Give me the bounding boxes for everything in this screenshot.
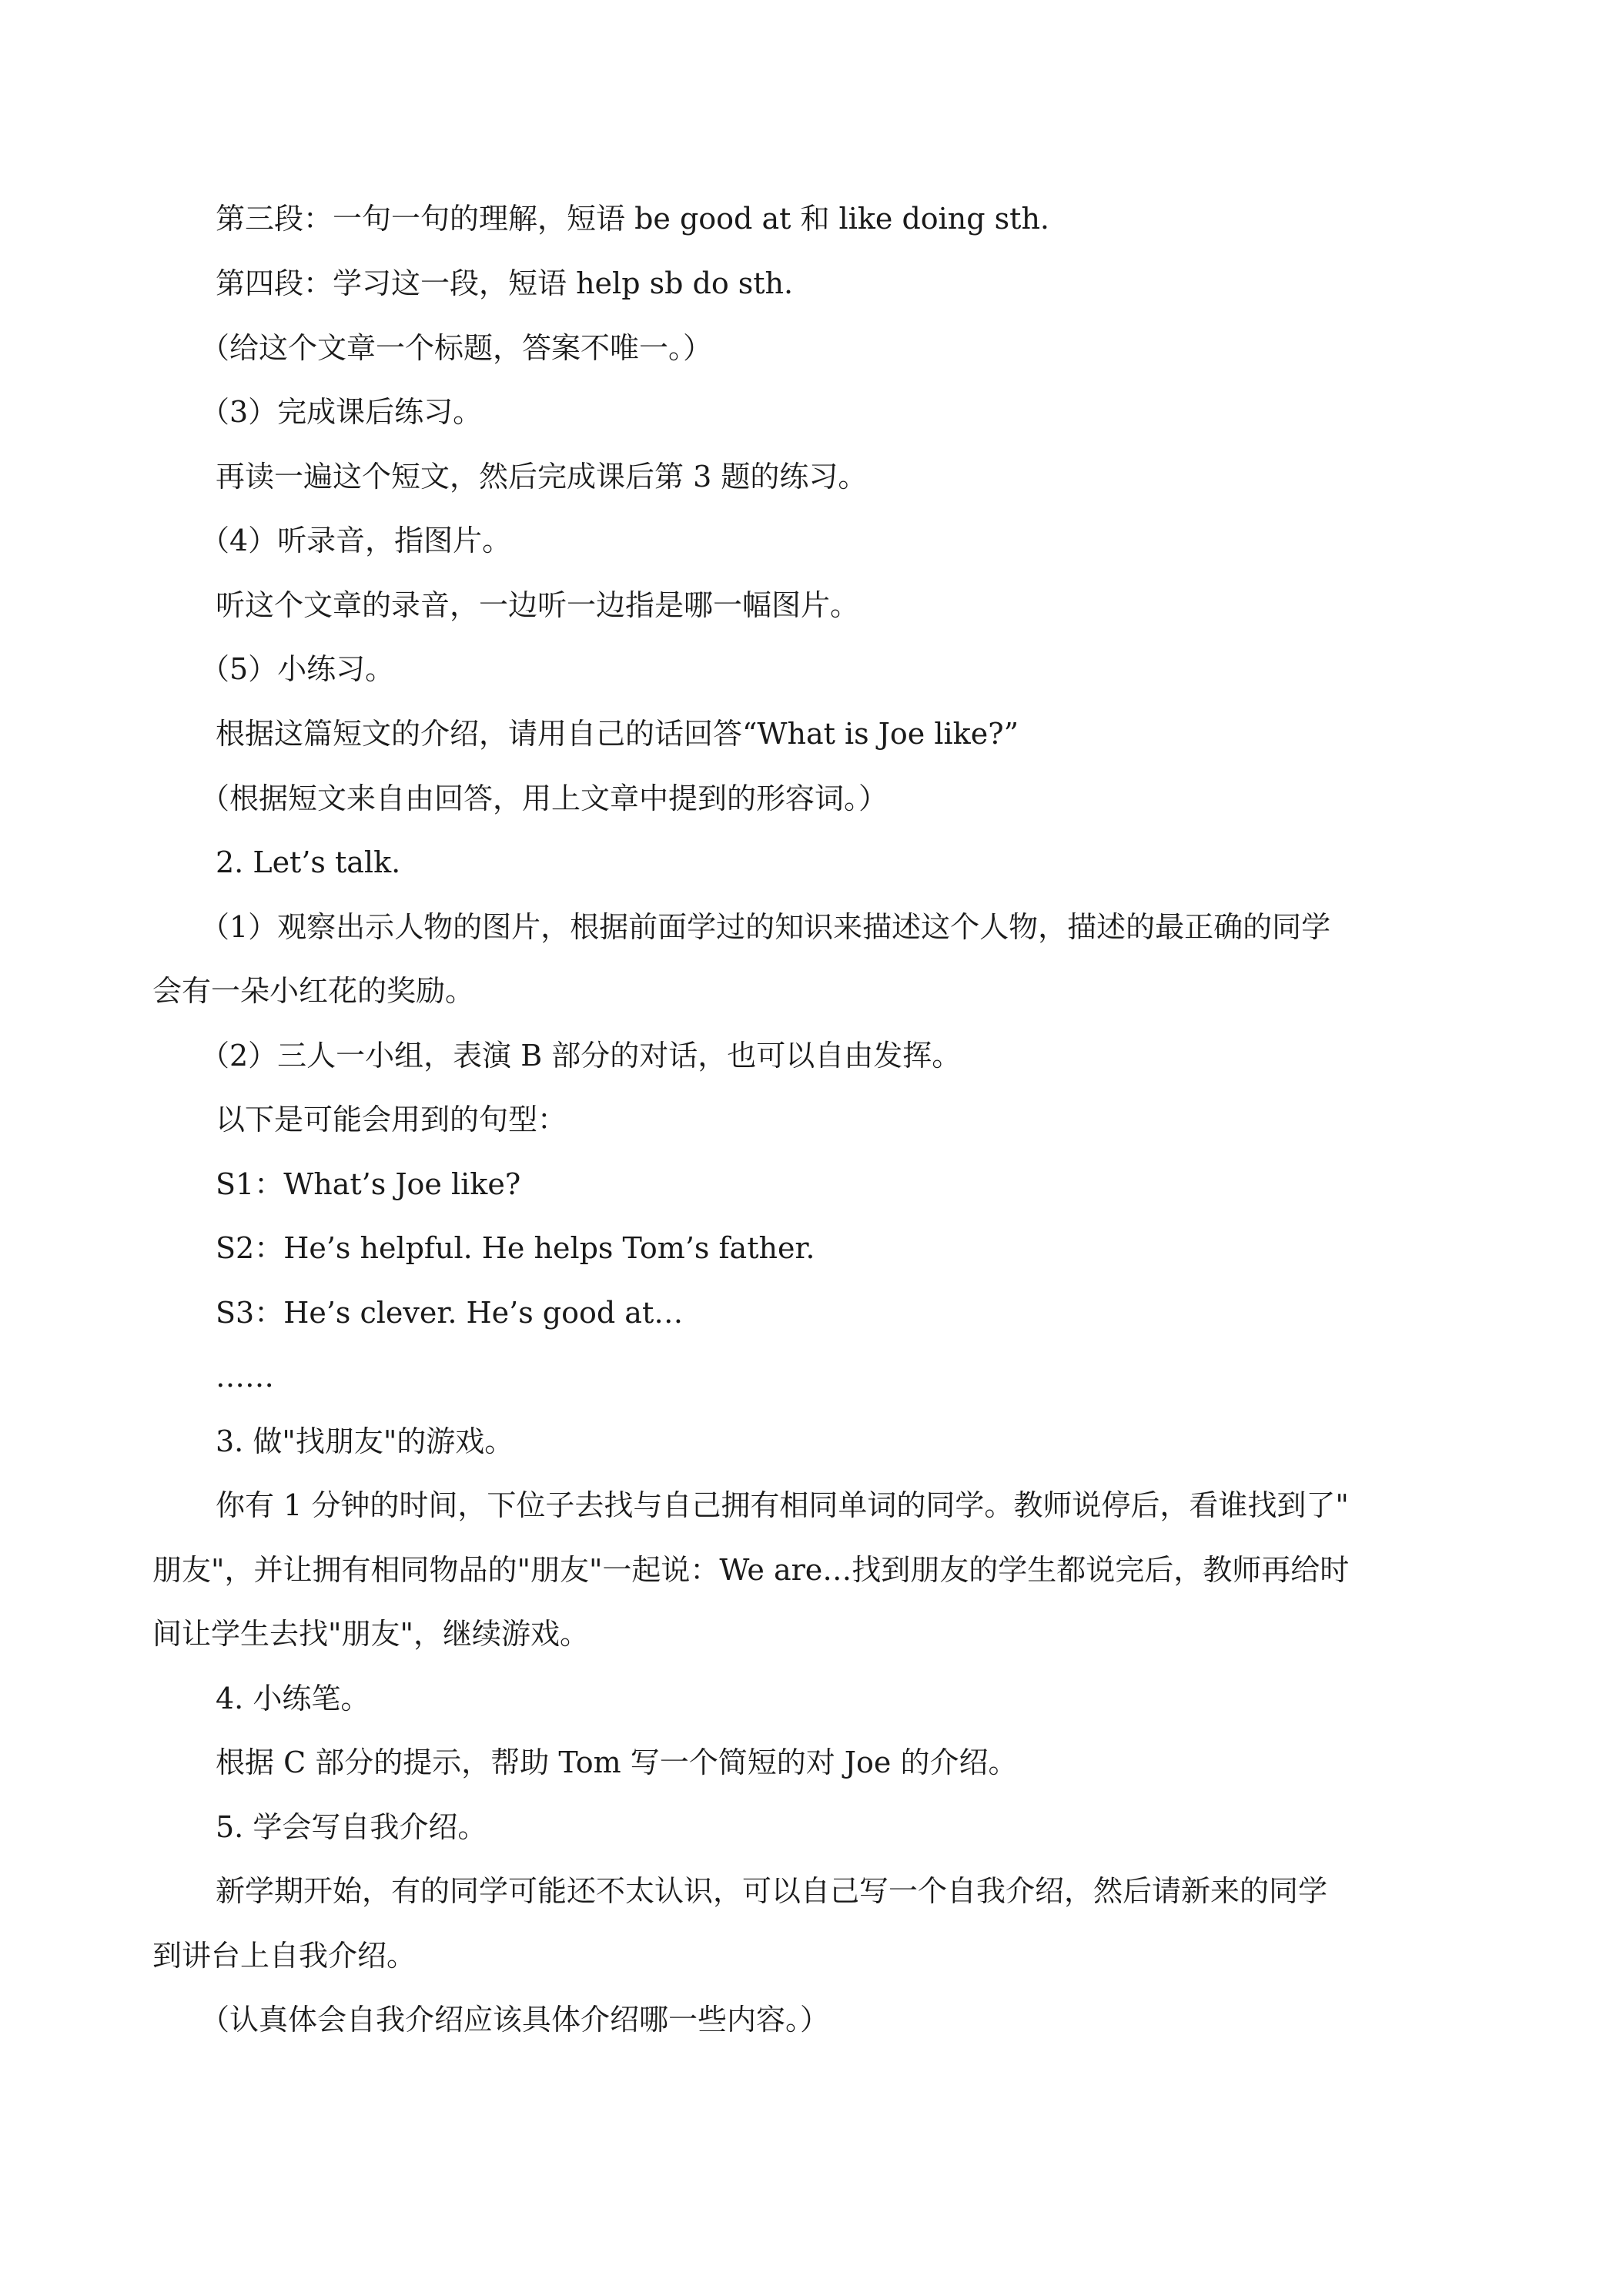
section-heading: 3. 做"找朋友"的游戏。 <box>216 1424 514 1458</box>
paragraph-line: 听这个文章的录音，一边听一边指是哪一幅图片。 <box>216 588 860 622</box>
paragraph-line: （认真体会自我介绍应该具体介绍哪一些内容。） <box>200 2003 830 2037</box>
paragraph-line: 你有 1 分钟的时间，下位子去找与自己拥有相同单词的同学。教师说停后，看谁找到了" <box>216 1488 1349 1522</box>
paragraph-line: 以下是可能会用到的句型： <box>216 1103 567 1136</box>
paragraph-line: 根据这篇短文的介绍，请用自己的话回答“What is Joe like?” <box>216 717 1019 751</box>
dialogue-line: S2：He’s helpful. He helps Tom’s father. <box>216 1231 815 1265</box>
paragraph-line: （3）完成课后练习。 <box>200 395 483 429</box>
paragraph-line: 间让学生去找"朋友"，继续游戏。 <box>152 1617 589 1651</box>
section-heading: 5. 学会写自我介绍。 <box>216 1810 487 1844</box>
paragraph-line: 第四段：学习这一段，短语 help sb do sth. <box>216 266 794 300</box>
paragraph-line: （根据短文来自由回答，用上文章中提到的形容词。） <box>200 782 888 815</box>
paragraph-line: 再读一遍这个短文，然后完成课后第 3 题的练习。 <box>216 460 868 494</box>
paragraph-line: 会有一朵小红花的奖励。 <box>152 974 475 1008</box>
section-heading: 2. Let’s talk. <box>216 845 401 879</box>
paragraph-line: （2）三人一小组，表演 B 部分的对话，也可以自由发挥。 <box>200 1039 962 1073</box>
paragraph-line: （4）听录音，指图片。 <box>200 524 512 557</box>
paragraph-line: 第三段：一句一句的理解，短语 be good at 和 like doing sth. <box>216 202 1050 236</box>
paragraph-line: 新学期开始，有的同学可能还不太认识，可以自己写一个自我介绍，然后请新来的同学 <box>216 1874 1328 1908</box>
dialogue-line: S3：He’s clever. He’s good at… <box>216 1296 684 1330</box>
paragraph-line: （5）小练习。 <box>200 652 395 686</box>
paragraph-line: 根据 C 部分的提示，帮助 Tom 写一个简短的对 Joe 的介绍。 <box>216 1745 1018 1779</box>
paragraph-line: 到讲台上自我介绍。 <box>152 1939 417 1973</box>
paragraph-line: （1）观察出示人物的图片，根据前面学过的知识来描述这个人物，描述的最正确的同学 <box>200 910 1331 944</box>
paragraph-line: （给这个文章一个标题，答案不唯一。） <box>200 331 713 365</box>
dialogue-line: S1：What’s Joe like? <box>216 1167 521 1201</box>
section-heading: 4. 小练笔。 <box>216 1682 370 1715</box>
paragraph-line: 朋友"，并让拥有相同物品的"朋友"一起说：We are…找到朋友的学生都说完后，教师再给时 <box>152 1553 1350 1587</box>
ellipsis-line: …… <box>216 1360 274 1394</box>
